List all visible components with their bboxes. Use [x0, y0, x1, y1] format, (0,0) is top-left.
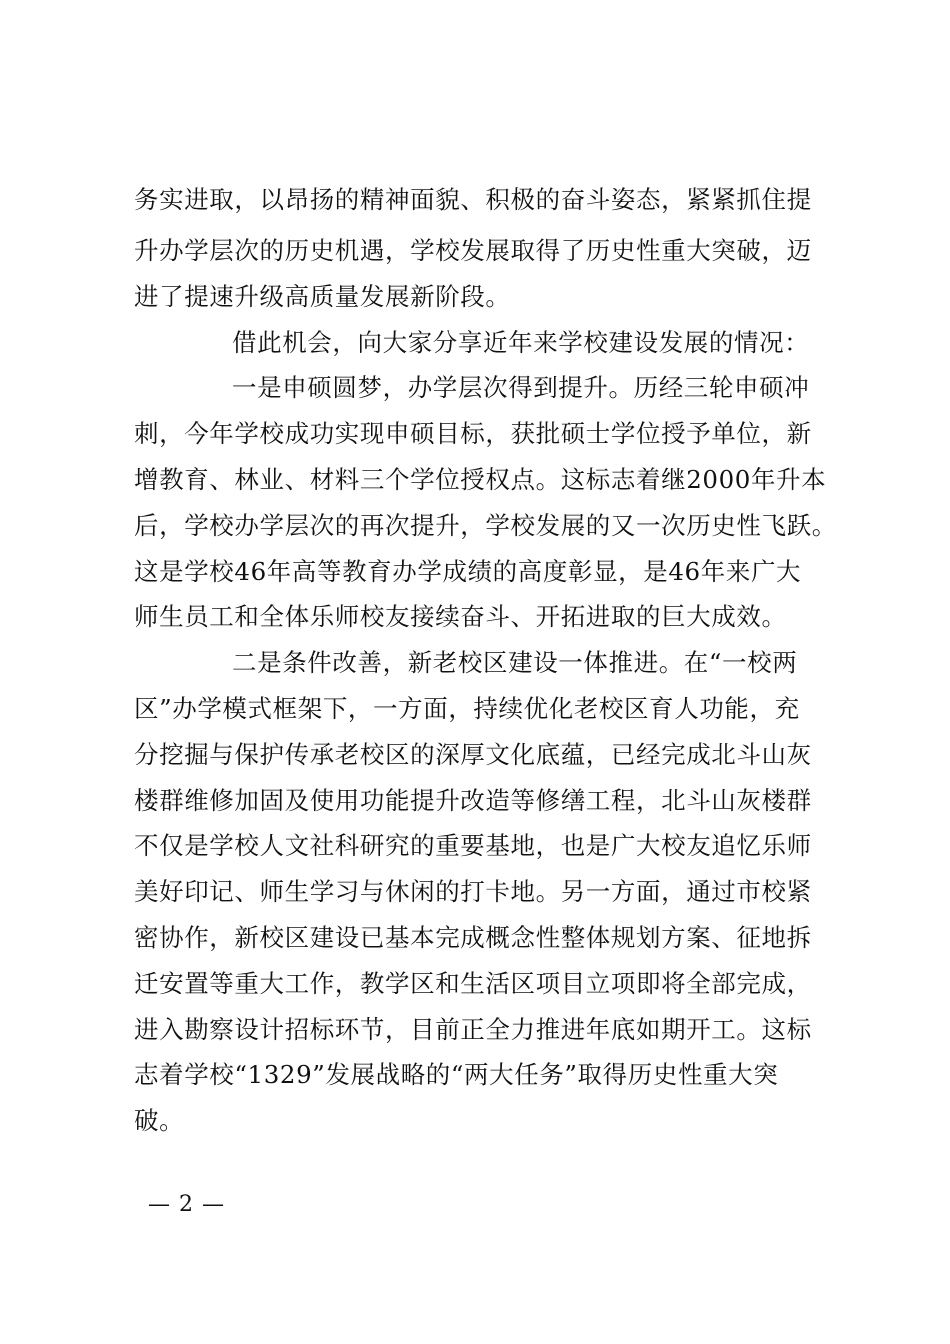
paragraph-4-line-3: 分挖掘与保护传承老校区的深厚文化底蕴，已经完成北斗山灰	[134, 740, 812, 769]
paragraph-3-line-6: 师生员工和全体乐师校友接续奋斗、开拓进取的巨大成效。	[134, 602, 787, 631]
paragraph-4-line-8: 迁安置等重大工作，教学区和生活区项目立项即将全部完成，	[134, 969, 812, 998]
paragraph-4-line-7: 密协作，新校区建设已基本完成概念性整体规划方案、征地拆	[134, 923, 812, 952]
paragraph-4-line-5: 不仅是学校人文社科研究的重要基地，也是广大校友追忆乐师	[134, 831, 812, 860]
paragraph-2-line-1: 借此机会，向大家分享近年来学校建设发展的情况：	[232, 328, 810, 357]
paragraph-4-line-9: 进入勘察设计招标环节，目前正全力推进年底如期开工。这标	[134, 1015, 812, 1044]
paragraph-3-line-2: 刺，今年学校成功实现申硕目标，获批硕士学位授予单位，新	[134, 419, 812, 448]
paragraph-3-line-4: 后，学校办学层次的再次提升，学校发展的又一次历史性飞跃。	[134, 511, 837, 540]
paragraph-4-line-6: 美好印记、师生学习与休闲的打卡地。另一方面，通过市校紧	[134, 877, 812, 906]
paragraph-4-line-11: 破。	[134, 1106, 185, 1135]
paragraph-3-line-3: 增教育、林业、材料三个学位授权点。这标志着继2000年升本	[134, 465, 827, 494]
paragraph-1-line-1: 务实进取，以昂扬的精神面貌、积极的奋斗姿态，紧紧抓住提	[134, 185, 812, 214]
paragraph-4-line-10: 志着学校“1329”发展战略的“两大任务”取得历史性重大突	[134, 1060, 779, 1089]
page-number: — 2 —	[148, 1192, 225, 1217]
paragraph-3-line-5: 这是学校46年高等教育办学成绩的高度彰显，是46年来广大	[134, 557, 802, 586]
paragraph-4-line-1: 二是条件改善，新老校区建设一体推进。在“一校两	[232, 648, 798, 677]
paragraph-1-line-3: 进了提速升级高质量发展新阶段。	[134, 282, 511, 311]
paragraph-4-line-4: 楼群维修加固及使用功能提升改造等修缮工程，北斗山灰楼群	[134, 786, 812, 815]
paragraph-1-line-2: 升办学层次的历史机遇，学校发展取得了历史性重大突破，迈	[134, 236, 812, 265]
paragraph-3-line-1: 一是申硕圆梦，办学层次得到提升。历经三轮申硕冲	[232, 373, 810, 402]
paragraph-4-line-2: 区”办学模式框架下，一方面，持续优化老校区育人功能，充	[134, 694, 800, 723]
